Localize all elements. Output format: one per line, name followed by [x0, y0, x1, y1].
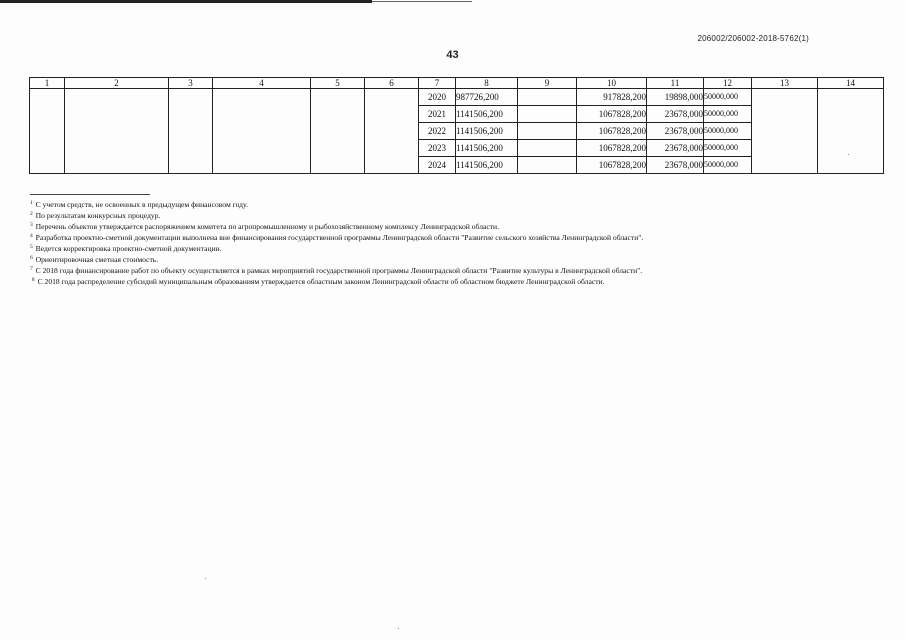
table-cell-year: 2024 [419, 157, 456, 174]
footnote-text: Ведется корректировка проектно-сметной документации. [35, 244, 222, 253]
column-header: 10 [577, 78, 647, 89]
footnote-text: Перечень объектов утверждается распоряжением комитета по агропромышленному и рыбохозяйственному комплексу Ленинградской области. [35, 222, 500, 231]
footnote [30, 243, 643, 254]
column-header: 2 [65, 78, 169, 89]
column-header: 6 [365, 78, 419, 89]
column-header: 14 [818, 78, 884, 89]
column-header: 3 [169, 78, 213, 89]
table-cell-col8: 1141506,200 [456, 157, 518, 174]
page-number: 43 [446, 49, 459, 61]
table-cell-col12: 50000,000 [704, 106, 752, 123]
column-header: 11 [647, 78, 704, 89]
column-header: 9 [518, 78, 577, 89]
column-header: 7 [419, 78, 456, 89]
footnote [30, 199, 643, 210]
table-cell-col10: 1067828,200 [577, 123, 647, 140]
footnote-text: С учетом средств, не освоенных в предыдущем финансовом году. [35, 200, 248, 209]
footnote [30, 276, 643, 287]
table-cell-col8: 1141506,200 [456, 140, 518, 157]
table-cell-col8: 1141506,200 [456, 106, 518, 123]
table-cell-col3 [169, 89, 213, 174]
table-cell-col1 [30, 89, 65, 174]
footnote-mark: 7 [30, 266, 33, 272]
column-header: 13 [752, 78, 818, 89]
footnote-text: С 2018 года финансирование работ по объекту осуществляется в рамках мероприятий государственной программы Ленинградской области "Развитие культуры в Ленинградской области". [35, 266, 643, 275]
table-cell-col6 [365, 89, 419, 174]
table-cell-col11: 23678,000 [647, 140, 704, 157]
footnote [30, 265, 643, 276]
table-cell-col11: 23678,000 [647, 123, 704, 140]
footnote-text: Ориентировочная сметная стоимость. [35, 255, 159, 264]
footnote-text: С 2018 года распределение субсидий муниципальным образованиям утверждается областным законом Ленинградской области об областном бюджете Ленинградской области. [37, 277, 605, 286]
footnote-mark: 4 [30, 233, 33, 239]
table-header-row [30, 78, 884, 89]
footnote-separator [30, 194, 150, 195]
table-cell-col9 [518, 106, 577, 123]
column-header: 12 [704, 78, 752, 89]
scan-edge-mark-thin [372, 1, 472, 2]
column-header: 8 [456, 78, 518, 89]
table-cell-col10: 1067828,200 [577, 106, 647, 123]
footnote-mark: 3 [30, 222, 33, 228]
footnotes [30, 199, 643, 287]
table-cell-col5 [311, 89, 365, 174]
column-header: 4 [213, 78, 311, 89]
scan-edge-mark [0, 0, 372, 3]
table-cell-col9 [518, 123, 577, 140]
footnote-text: Разработка проектно-сметной документации выполнена вне финансирования государственной программы Ленинградской области "Развитие сельского хозяйства Ленинградской области". [35, 233, 644, 242]
table-cell-col2 [65, 89, 169, 174]
footnote [30, 232, 643, 243]
table-cell-col10: 1067828,200 [577, 140, 647, 157]
table-cell-col4 [213, 89, 311, 174]
table-cell-col12: 50000,000 [704, 140, 752, 157]
table-cell-col8: 987726,200 [456, 89, 518, 106]
table-cell-year: 2023 [419, 140, 456, 157]
table-cell-col11: 23678,000 [647, 157, 704, 174]
table-row [30, 89, 884, 106]
footnote-mark: 1 [30, 200, 33, 206]
table-cell-col11: 23678,000 [647, 106, 704, 123]
table-cell-col14 [818, 89, 884, 174]
table-cell-year: 2022 [419, 123, 456, 140]
table-cell-col13 [752, 89, 818, 174]
table-cell-col10: 1067828,200 [577, 157, 647, 174]
footnote-mark: 8 [31, 277, 35, 283]
table-cell-col9 [518, 89, 577, 106]
footnote-mark: 5 [30, 244, 33, 250]
footnote-mark: 6 [30, 255, 33, 261]
table-cell-col10: 917828,200 [577, 89, 647, 106]
table-cell-col9 [518, 140, 577, 157]
table-cell-year: 2020 [419, 89, 456, 106]
footnote-text: По результатам конкурсных процедур. [35, 211, 161, 220]
footnote [30, 254, 643, 265]
table-cell-col12: 50000,000 [704, 157, 752, 174]
table-cell-col12: 50000,000 [704, 89, 752, 106]
table-cell-col8: 1141506,200 [456, 123, 518, 140]
table-cell-year: 2021 [419, 106, 456, 123]
column-header: 1 [30, 78, 65, 89]
budget-table [29, 77, 884, 174]
table-cell-col11: 19898,000 [647, 89, 704, 106]
footnote [30, 210, 643, 221]
column-header: 5 [311, 78, 365, 89]
table-cell-col9 [518, 157, 577, 174]
footnote-mark: 2 [30, 211, 33, 217]
document-number: 206002/206002-2018-5762(1) [697, 34, 809, 43]
table-cell-col12: 50000,000 [704, 123, 752, 140]
footnote [30, 221, 643, 232]
